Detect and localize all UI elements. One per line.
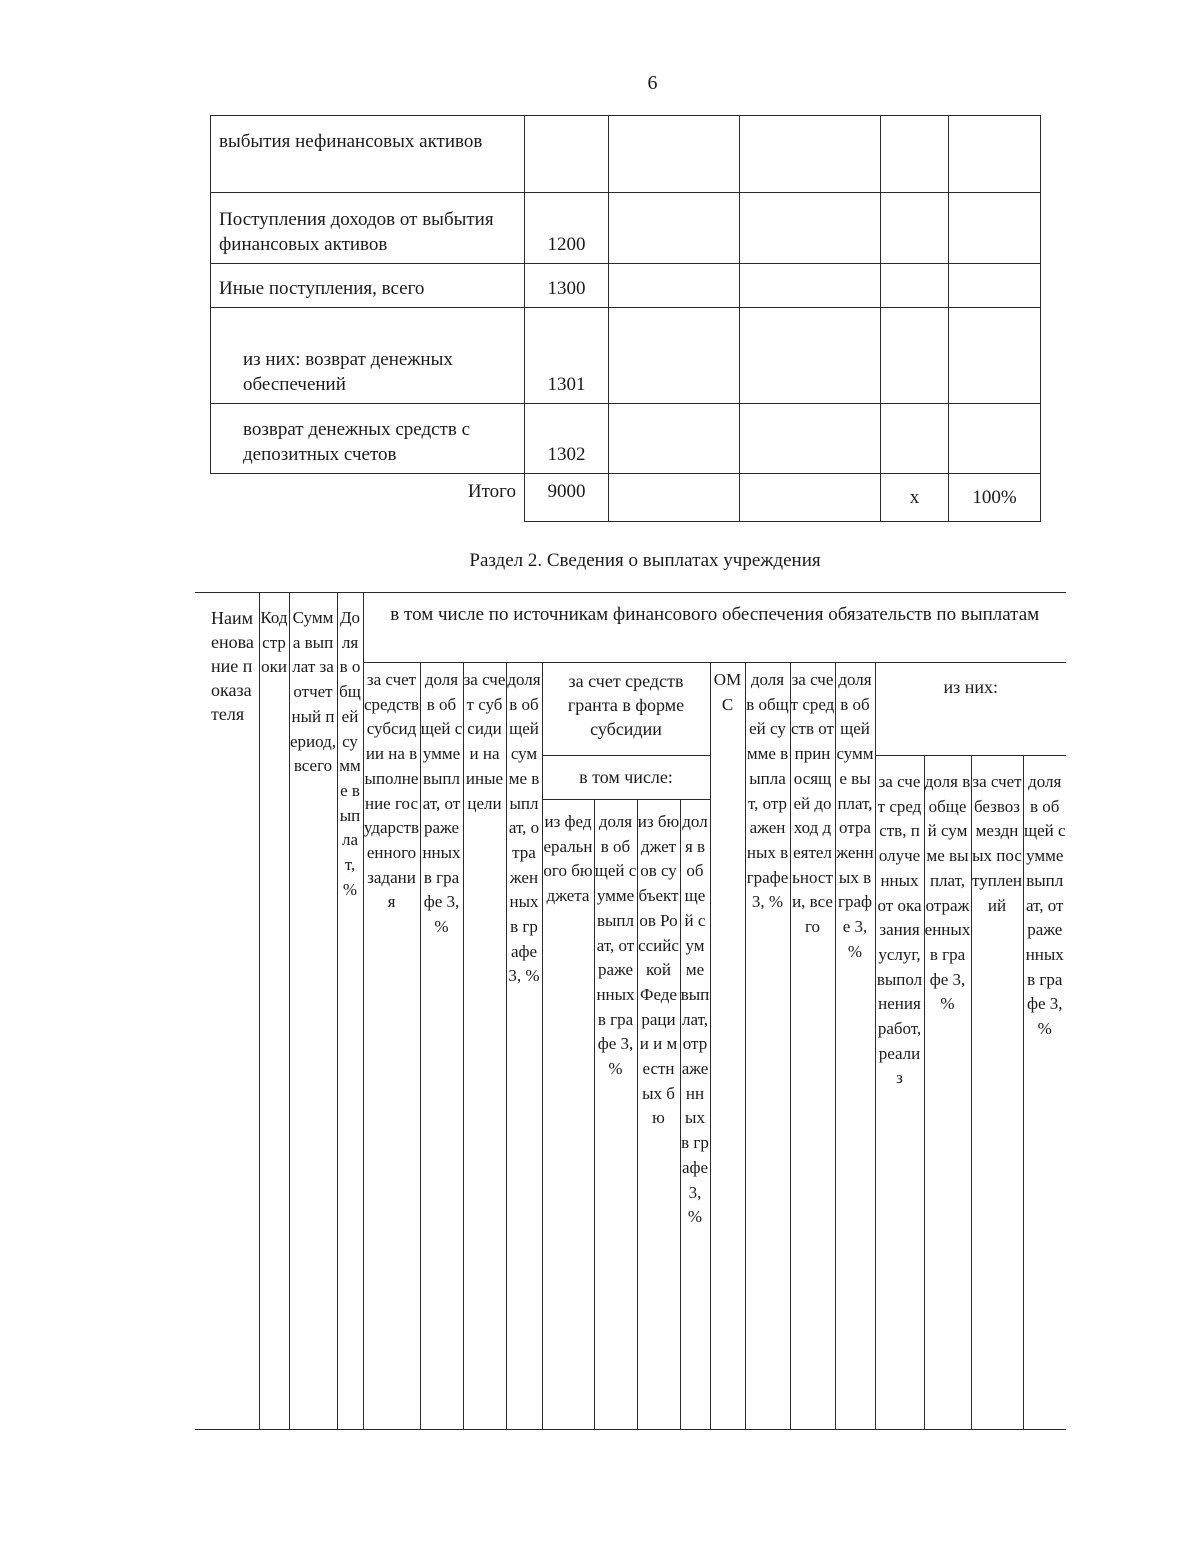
row-label: Иные поступления, всего — [211, 264, 525, 308]
table-cell — [740, 474, 881, 522]
col-regional-budgets: из бюджетов субъектов Российской Федерации и местных бю — [637, 800, 680, 1430]
grant-header: за счет средств гранта в форме субсидии — [542, 663, 710, 756]
table-cell — [740, 404, 881, 474]
table-cell — [609, 474, 740, 522]
col-share-regional: доля в общей сумме выплат, отраженных в графе 3, % — [680, 800, 710, 1430]
total-label: Итого — [211, 474, 525, 522]
col-services-income: за счет средств, полученных от оказания услуг, выполнения работ, реализ — [875, 756, 924, 1430]
col-subsidy-state-task: за счет средств субсидии на выполнение государственного задания — [363, 663, 420, 1430]
sources-header: в том числе по источникам финансового обеспечения обязательств по выплатам — [363, 593, 1066, 663]
table-cell — [949, 193, 1041, 264]
table-cell — [609, 264, 740, 308]
total-percent: 100% — [949, 474, 1041, 522]
table-row — [211, 116, 1041, 193]
col-indicator-name: Наименование показателя — [195, 593, 259, 1430]
table-cell — [740, 264, 881, 308]
row-label: Поступления доходов от выбытия финансовых активов — [211, 193, 525, 264]
col-gratuitous: за счет безвозмездных поступлений — [971, 756, 1023, 1430]
col-federal-budget: из федерального бюджета — [542, 800, 594, 1430]
col-share-oms: доля в общей сумме выплат, отраженных в графе 3, % — [745, 663, 790, 1430]
table-row — [211, 308, 1041, 404]
col-other-subsidies: за счет субсидии на иные цели — [463, 663, 506, 1430]
table-cell — [740, 308, 881, 404]
of-them-header: из них: — [875, 663, 1066, 756]
table-row — [211, 404, 1041, 474]
col-payments-share: Доля в общей сумме выплат, % — [337, 593, 363, 1430]
col-share-federal: доля в общей сумме выплат, отраженных в графе 3, % — [594, 800, 637, 1430]
table-row — [211, 193, 1041, 264]
table-cell — [949, 404, 1041, 474]
table-cell — [609, 193, 740, 264]
col-income-activity: за счет средств от приносящей доход деятельности, всего — [790, 663, 835, 1430]
table-cell — [609, 404, 740, 474]
table-cell — [609, 308, 740, 404]
receipts-table-continuation — [210, 115, 1041, 522]
total-code: 9000 — [525, 474, 609, 522]
total-mark: x — [881, 474, 949, 522]
table-cell — [949, 264, 1041, 308]
col-share-gratuitous: доля в общей сумме выплат, отраженных в графе 3, % — [1023, 756, 1066, 1430]
table-cell — [609, 116, 740, 193]
row-label: возврат денежных средств с депозитных счетов — [211, 404, 525, 474]
row-code: 1300 — [525, 264, 609, 308]
table-cell — [881, 404, 949, 474]
table-cell — [881, 116, 949, 193]
row-code: 1200 — [525, 193, 609, 264]
table-cell — [881, 264, 949, 308]
table-row — [211, 264, 1041, 308]
table-cell — [881, 193, 949, 264]
section-2-title: Раздел 2. Сведения о выплатах учреждения — [469, 550, 821, 571]
row-code — [525, 116, 609, 193]
col-oms: ОМС — [710, 663, 745, 1430]
table-cell — [740, 193, 881, 264]
incl-header: в том числе: — [542, 756, 710, 800]
col-line-code: Код строки — [259, 593, 289, 1430]
table-row-total — [211, 474, 1041, 522]
table-cell — [881, 308, 949, 404]
table-cell — [949, 308, 1041, 404]
col-share-subsidy-task: доля в общей сумме выплат, отраженных в графе 3, % — [420, 663, 463, 1430]
row-label: из них: возврат денежных обеспечений — [211, 308, 525, 404]
table-cell — [949, 116, 1041, 193]
row-code: 1302 — [525, 404, 609, 474]
col-share-income-activity: доля в общей сумме выплат, отраженных в графе 3, % — [835, 663, 875, 1430]
page-number: 6 — [647, 72, 658, 94]
row-label: выбытия нефинансовых активов — [211, 116, 525, 193]
col-share-services: доля в общей сумме выплат, отраженных в графе 3, % — [924, 756, 971, 1430]
payments-table-header — [195, 592, 1066, 1430]
col-share-other-subsidies: доля в общей сумме выплат, отраженных в графе 3, % — [506, 663, 542, 1430]
row-code: 1301 — [525, 308, 609, 404]
table-cell — [740, 116, 881, 193]
col-payments-sum: Сумма выплат за отчетный период, всего — [289, 593, 337, 1430]
